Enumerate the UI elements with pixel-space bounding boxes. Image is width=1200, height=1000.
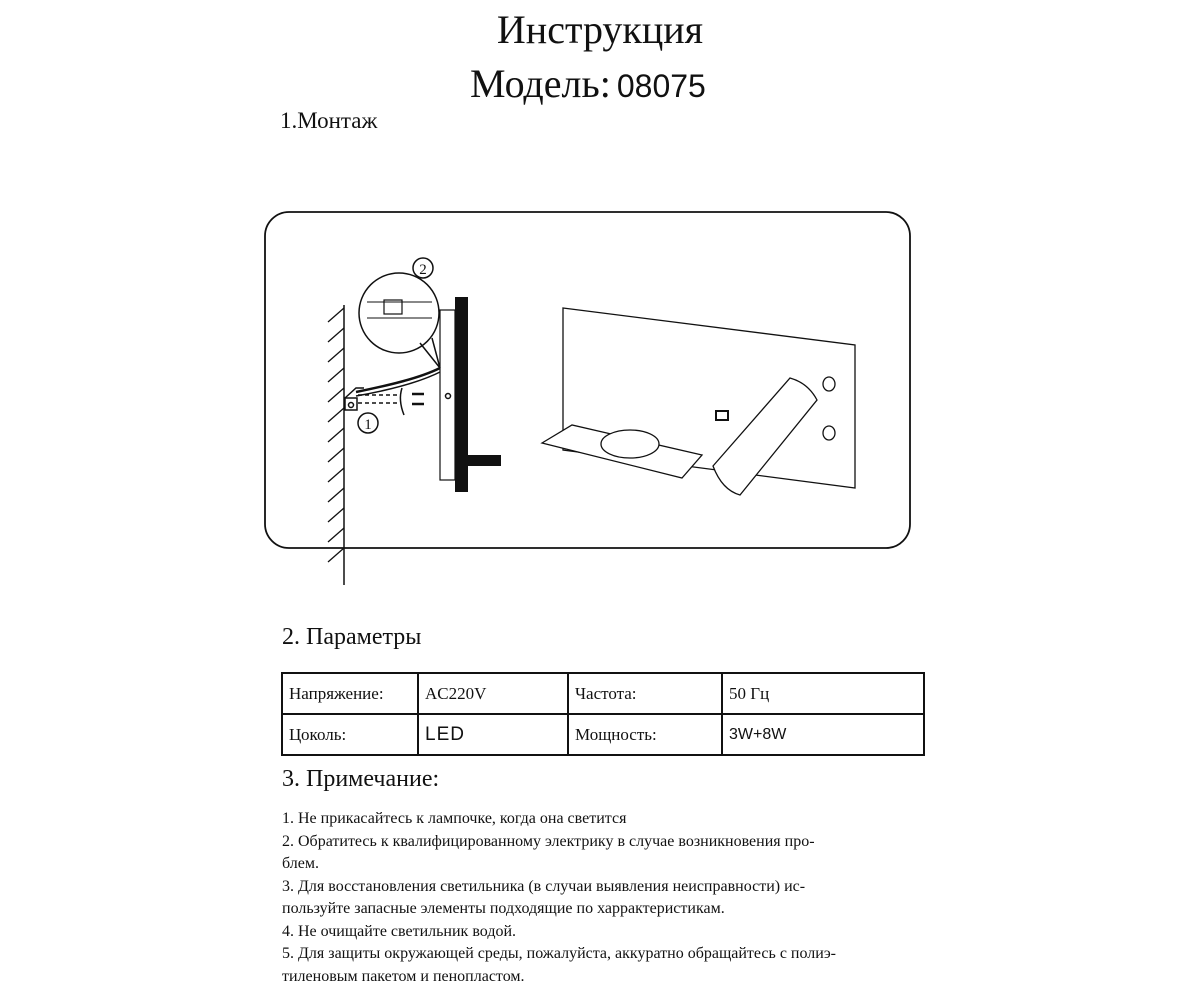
wall-bracket xyxy=(345,368,440,415)
param-label: Напряжение: xyxy=(282,673,418,714)
wire-connector-callout xyxy=(359,273,440,368)
note-line: 1. Не прикасайтесь к лампочке, когда она светится xyxy=(282,810,627,827)
wall xyxy=(328,305,344,585)
model-number: 08075 xyxy=(616,68,706,104)
callout-1-label: 1 xyxy=(364,417,372,433)
note-line: 2. Обратитесь к квалифицированному электрику в случае возникновения про- xyxy=(282,832,815,850)
section-parameters-heading: 2. Параметры xyxy=(282,624,422,650)
param-value: 3W+8W xyxy=(722,714,924,755)
note-line: 5. Для защиты окружающей среды, пожалуйста, аккуратно обращайтесь с полиэ- xyxy=(282,945,837,962)
note-line: 3. Для восстановления светильника (в случаи выявления неисправности) ис- xyxy=(282,877,806,895)
model-label: Модель: xyxy=(470,61,611,106)
lamp-front-view xyxy=(542,308,855,495)
param-label: Цоколь: xyxy=(282,714,418,755)
note-line: блем. xyxy=(282,855,319,872)
lamp-side-view xyxy=(440,297,501,492)
parameters-table xyxy=(281,672,925,756)
param-value: LED xyxy=(418,714,568,755)
param-value: 50 Гц xyxy=(722,673,924,714)
section-notes-heading: 3. Примечание: xyxy=(282,766,440,792)
notes-list xyxy=(282,808,942,988)
table-row xyxy=(282,714,924,755)
param-label: Мощность: xyxy=(568,714,722,755)
param-label: Частота: xyxy=(568,673,722,714)
note-line: пользуйте запасные элементы подходящие по харрактеристикам. xyxy=(282,900,725,917)
note-line: тиленовым пакетом и пенопластом. xyxy=(282,967,525,985)
document-title: Инструкция xyxy=(496,7,704,52)
callout-2-label: 2 xyxy=(419,262,427,278)
note-line: 4. Не очищайте светильник водой. xyxy=(282,922,517,940)
section-mounting-heading: 1.Монтаж xyxy=(280,108,378,133)
table-row xyxy=(282,673,924,714)
param-value: AC220V xyxy=(418,673,568,714)
